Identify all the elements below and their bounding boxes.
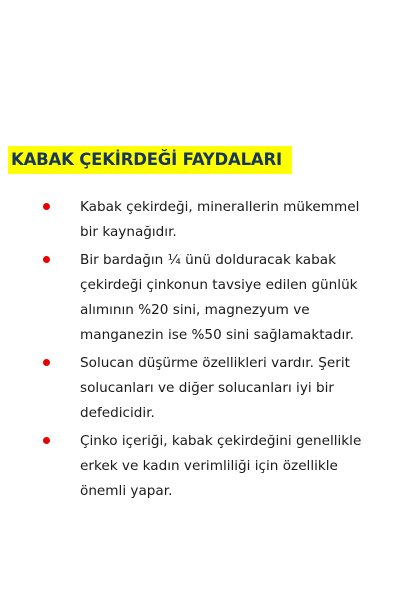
list-item-line: manganezin ise %50 sini sağlamaktadır. [80,327,354,343]
benefits-list [0,195,400,507]
list-item-line: erkek ve kadın verimliliği için özellikle [80,458,338,474]
list-item-line: Çinko içeriği, kabak çekirdeğini genellikle [80,433,362,449]
list-item-line: defedicidir. [80,405,155,421]
list-item [0,429,400,504]
list-item-line: Solucan düşürme özellikleri vardır. Şerit [80,355,350,371]
bullet-marker-icon [43,437,50,444]
list-item-line: Bir bardağın ¼ ünü dolduracak kabak [80,252,336,268]
list-item-line: solucanları ve diğer solucanları iyi bir [80,380,334,396]
list-item-line: alımının %20 sini, magnezyum ve [80,302,310,318]
bullet-marker-icon [43,203,50,210]
list-item [0,351,400,426]
document-title: KABAK ÇEKİRDEĞİ FAYDALARI [11,150,282,169]
list-item-line: Kabak çekirdeği, minerallerin mükemmel [80,199,360,215]
list-item-line: çekirdeği çinkonun tavsiye edilen günlük [80,277,358,293]
list-item [0,195,400,245]
list-item-line: bir kaynağıdır. [80,224,177,240]
list-item-line: önemli yapar. [80,483,173,499]
bullet-marker-icon [43,256,50,263]
list-item [0,248,400,348]
bullet-marker-icon [43,359,50,366]
